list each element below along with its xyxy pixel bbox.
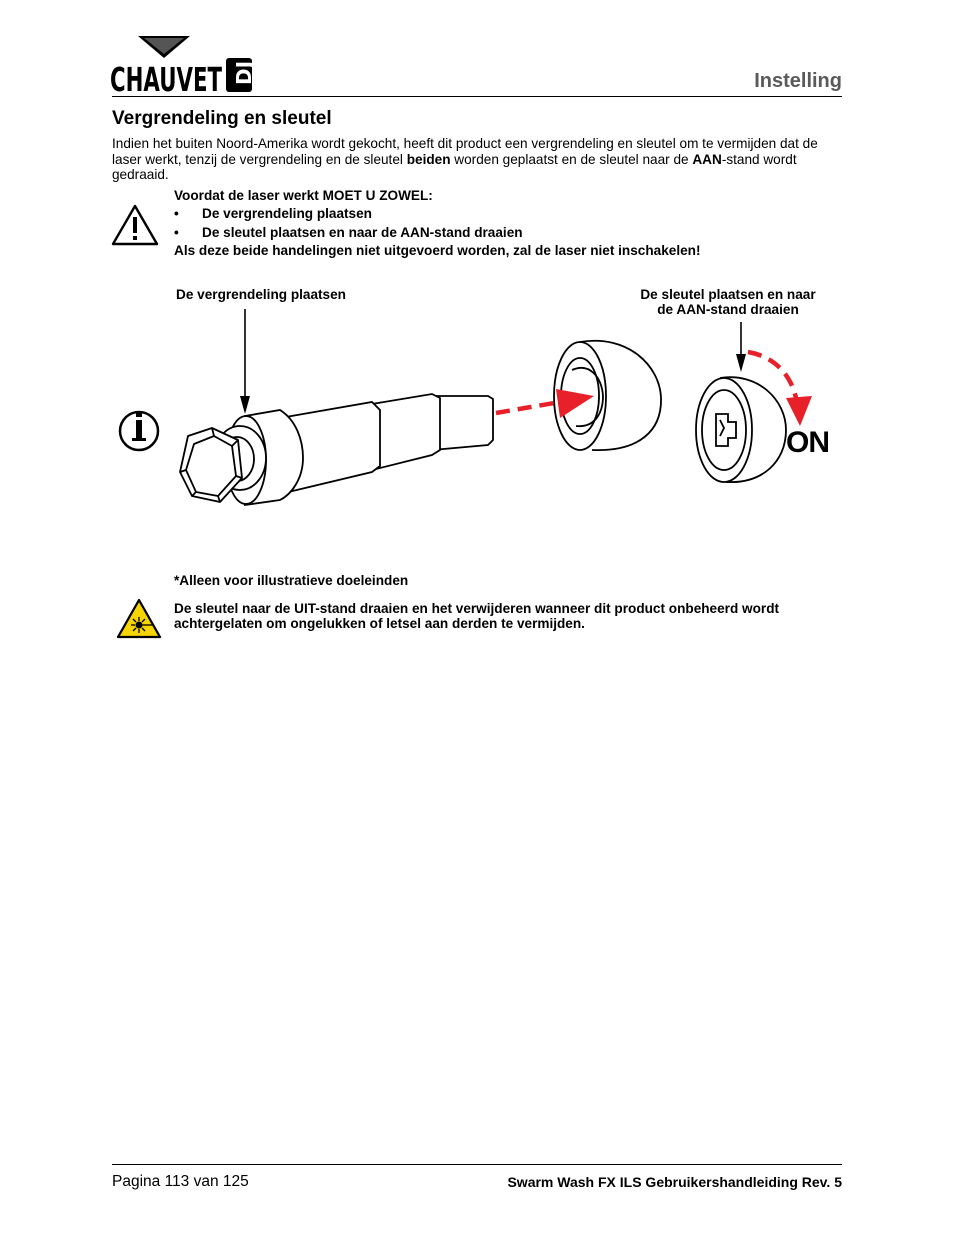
illustration-note: *Alleen voor illustratieve doeleinden (174, 573, 409, 588)
svg-text:DJ: DJ (232, 60, 256, 85)
warning-bullet: • De sleutel plaatsen en naar de AAN-stand draaien (174, 224, 523, 240)
laser-warning-text: De sleutel naar de UIT-stand draaien en het verwijderen wanneer dit product onbeheerd wordt achtergelaten om ongelukken of letsel aan derden te vermijden. (174, 601, 780, 632)
page-heading: Vergrendeling en sleutel (112, 108, 332, 129)
svg-text:CHAUVET: CHAUVET (110, 60, 223, 96)
lock-key-diagram (0, 280, 954, 520)
document-title: Swarm Wash FX ILS Gebruikershandleiding Rev. 5 (507, 1174, 842, 1190)
warning-block (174, 187, 834, 260)
warning-triangle-icon (110, 203, 160, 247)
header-divider (112, 96, 842, 97)
intro-paragraph: Indien het buiten Noord-Amerika wordt gekocht, heeft dit product een vergrendeling en sleutel om te vermijden dat de laser werkt, tenzij de vergrendeling en de sleutel beiden worden geplaatst en de sleutel naar de AAN-stand wordt gedraaid. (112, 136, 818, 183)
warning-footer: Als deze beide handelingen niet uitgevoerd worden, zal de laser niet inschakelen! (174, 242, 701, 258)
label-insert-key: De sleutel plaatsen en naar de AAN-stand draaien (640, 287, 816, 318)
section-title: Instelling (754, 70, 842, 92)
footer-divider (112, 1164, 842, 1165)
warning-title: Voordat de laser werkt MOET U ZOWEL: (174, 188, 433, 203)
laser-warning-icon (116, 598, 162, 639)
label-insert-lock: De vergrendeling plaatsen (176, 287, 346, 302)
lock-cylinder (214, 394, 493, 505)
on-label: ON (786, 426, 829, 459)
key-pointer-arrow (736, 322, 746, 372)
key-switch (696, 377, 786, 482)
chauvet-dj-logo (108, 34, 258, 96)
page-number: Pagina 113 van 125 (112, 1173, 249, 1190)
lock-pointer-arrow (240, 309, 250, 414)
info-icon (120, 412, 158, 450)
warning-bullet: • De vergrendeling plaatsen (174, 206, 372, 222)
